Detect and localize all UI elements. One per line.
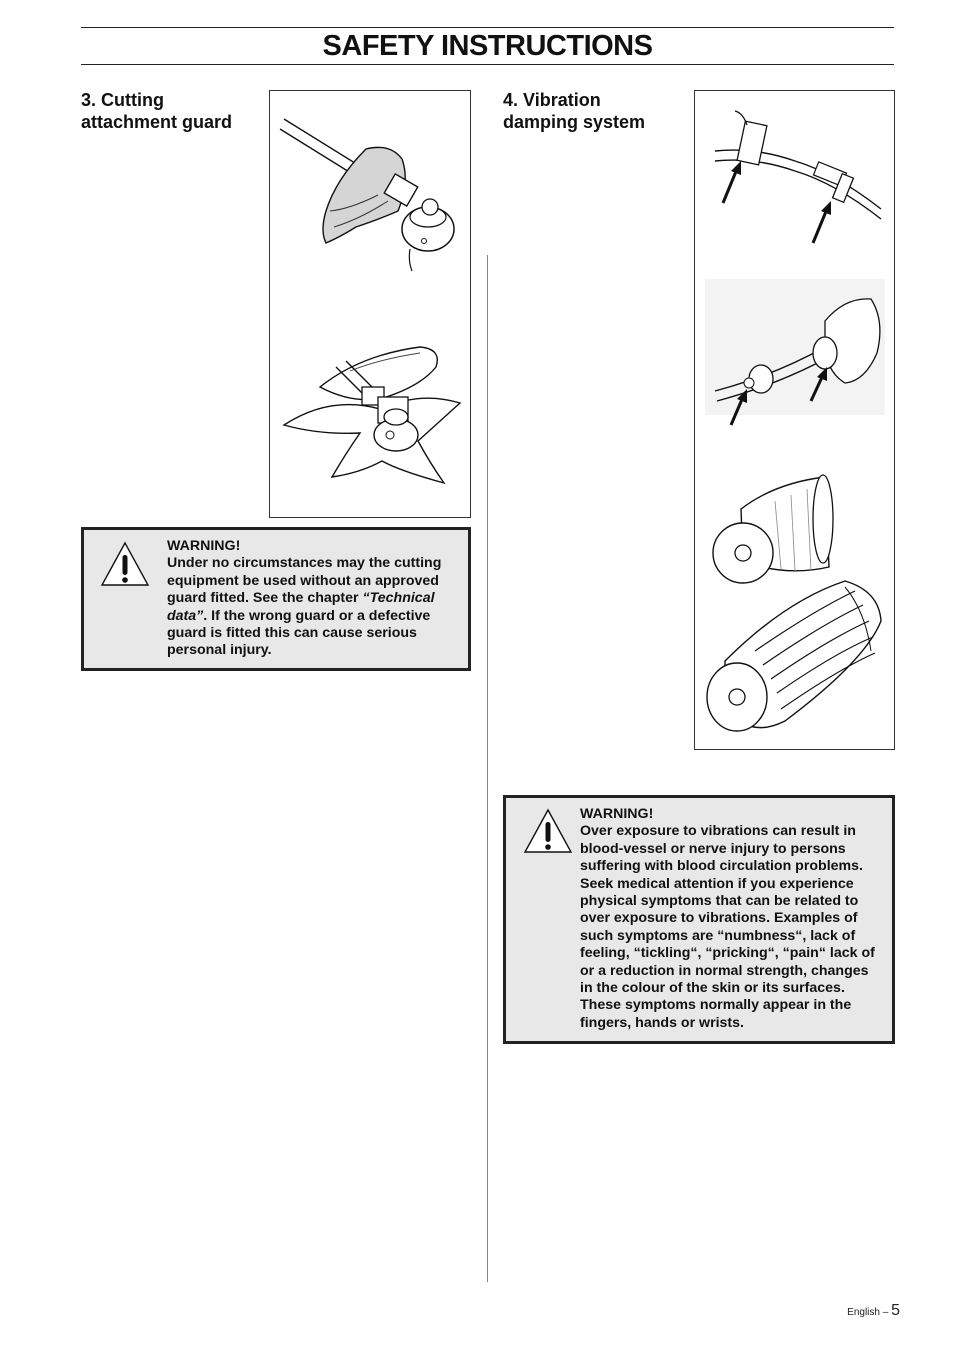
section-4-heading-line1: 4. Vibration (503, 90, 601, 110)
vibration-warning-box (503, 795, 895, 1044)
technical-data-reference: “Technical data” (167, 590, 435, 624)
warning-title: WARNING! (580, 806, 654, 822)
section-3-heading-line2: attachment guard (81, 112, 233, 132)
section-3-heading (81, 89, 232, 133)
section-4-heading (503, 89, 645, 133)
warning-title: WARNING! (167, 538, 241, 554)
warning-triangle-icon (523, 807, 573, 855)
page-title: SAFETY INSTRUCTIONS (322, 30, 653, 62)
footer-language: English – (847, 1307, 892, 1318)
column-divider (487, 255, 488, 1282)
page-footer (847, 1302, 900, 1320)
warning-body-end: . If the wrong guard or a defective guard is fitted this can cause serious personal injury. (167, 607, 431, 659)
warning-body: Over exposure to vibrations can result in blood-vessel or nerve injury to persons suffering with blood circulation problems. Seek medical attention if you experience physical symptoms that can be related to over exposure to vibrations. Examples of such symptoms are “numbness“, lack of feeling, “tickling“, “pricking“, “pain“ lack of or a reduction in normal strength, changes in the colour of the skin or its surfaces. These symptoms normally appear in the fingers, hands or wrists. (580, 823, 875, 1031)
vibration-damping-figure (694, 90, 895, 750)
page-number: 5 (891, 1302, 900, 1319)
section-3-heading-line1: 3. Cutting (81, 90, 164, 110)
title-underline (81, 64, 894, 65)
spring-damper-illustration (695, 91, 894, 749)
cutting-guard-warning-text (167, 538, 457, 660)
grass-blade-with-guard-illustration (270, 91, 470, 517)
cutting-guard-warning-box (81, 527, 471, 671)
warning-body-start: Under no circumstances may the cutting equipment be used without an approved guard fitted. See the chapter (167, 555, 442, 607)
section-4-heading-line2: damping system (503, 112, 646, 132)
cutting-guard-figure (269, 90, 471, 518)
vibration-warning-text (580, 806, 884, 1032)
warning-triangle-icon (100, 540, 150, 588)
